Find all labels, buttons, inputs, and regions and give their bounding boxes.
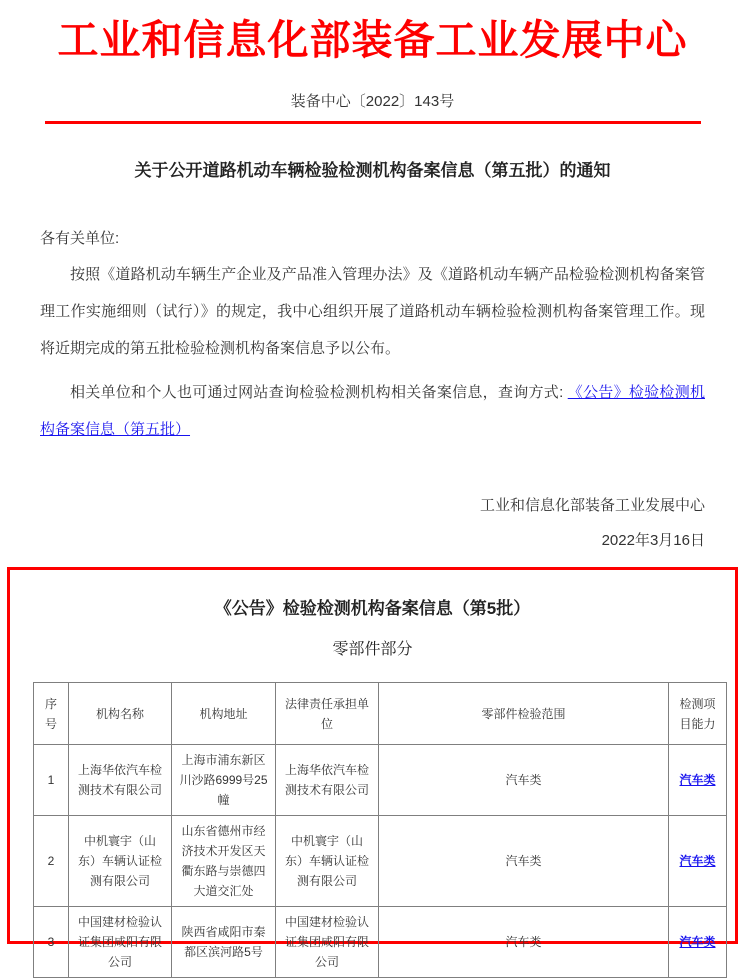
capability-link[interactable]: 汽车类	[679, 935, 716, 950]
cell-capability	[669, 816, 727, 907]
announcement-query-link[interactable]: 《公告》检验检测机构备案信息（第五批）	[40, 384, 705, 439]
cell-legal-entity: 中机寰宇（山东）车辆认证检测有限公司	[276, 816, 379, 907]
cell-org-address: 上海市浦东新区川沙路6999号25幢	[172, 745, 276, 816]
signature: 工业和信息化部装备工业发展中心	[479, 497, 705, 515]
cell-no: 2	[34, 816, 69, 907]
registration-table	[33, 682, 727, 978]
red-divider	[45, 121, 701, 124]
paragraph-2-text: 相关单位和个人也可通过网站查询检验检测机构相关备案信息，查询方式:	[70, 384, 568, 402]
cell-org-name: 上海华依汽车检测技术有限公司	[69, 745, 172, 816]
cell-org-name: 中机寰宇（山东）车辆认证检测有限公司	[69, 816, 172, 907]
cell-no: 1	[34, 745, 69, 816]
cell-org-name: 中国建材检验认证集团咸阳有限公司	[69, 907, 172, 978]
cell-scope: 汽车类	[379, 745, 669, 816]
cell-org-address: 山东省德州市经济技术开发区天衢东路与崇德四大道交汇处	[172, 816, 276, 907]
col-header-no: 序号	[34, 683, 69, 745]
cell-scope: 汽车类	[379, 907, 669, 978]
paragraph-2	[40, 374, 705, 448]
cell-capability	[669, 745, 727, 816]
cell-org-address: 陕西省咸阳市秦都区滨河路5号	[172, 907, 276, 978]
paragraph-1: 按照《道路机动车辆生产企业及产品准入管理办法》及《道路机动车辆产品检验检测机构备案管理工作实施细则（试行）》的规定，我中心组织开展了道路机动车辆检验检测机构备案管理工作。现将近期完成的第五批检验检测机构备案信息予以公布。	[40, 266, 705, 358]
doc-body	[40, 227, 705, 552]
col-header-capability: 检测项目能力	[669, 683, 727, 745]
table-header-row	[34, 683, 727, 745]
announcement-subtitle: 零部件部分	[332, 641, 413, 659]
announcement-box	[7, 567, 738, 970]
doc-title: 关于公开道路机动车辆检验检测机构备案信息（第五批）的通知	[134, 161, 611, 181]
cell-no: 3	[34, 907, 69, 978]
table-row	[34, 907, 727, 978]
col-header-legal: 法律责任承担单位	[276, 683, 379, 745]
capability-link[interactable]: 汽车类	[679, 773, 716, 788]
cell-legal-entity: 中国建材检验认证集团咸阳有限公司	[276, 907, 379, 978]
salutation: 各有关单位:	[40, 230, 120, 248]
cell-scope: 汽车类	[379, 816, 669, 907]
col-header-address: 机构地址	[172, 683, 276, 745]
cell-capability	[669, 907, 727, 978]
cell-legal-entity: 上海华依汽车检测技术有限公司	[276, 745, 379, 816]
col-header-scope: 零部件检验范围	[379, 683, 669, 745]
doc-number: 装备中心〔2022〕143号	[290, 93, 455, 111]
capability-link[interactable]: 汽车类	[679, 854, 716, 869]
signature-date: 2022年3月16日	[601, 532, 705, 550]
col-header-name: 机构名称	[69, 683, 172, 745]
announcement-title: 《公告》检验检测机构备案信息（第5批）	[214, 599, 531, 619]
org-title: 工业和信息化部装备工业发展中心	[57, 17, 688, 63]
table-row	[34, 745, 727, 816]
table-row	[34, 816, 727, 907]
